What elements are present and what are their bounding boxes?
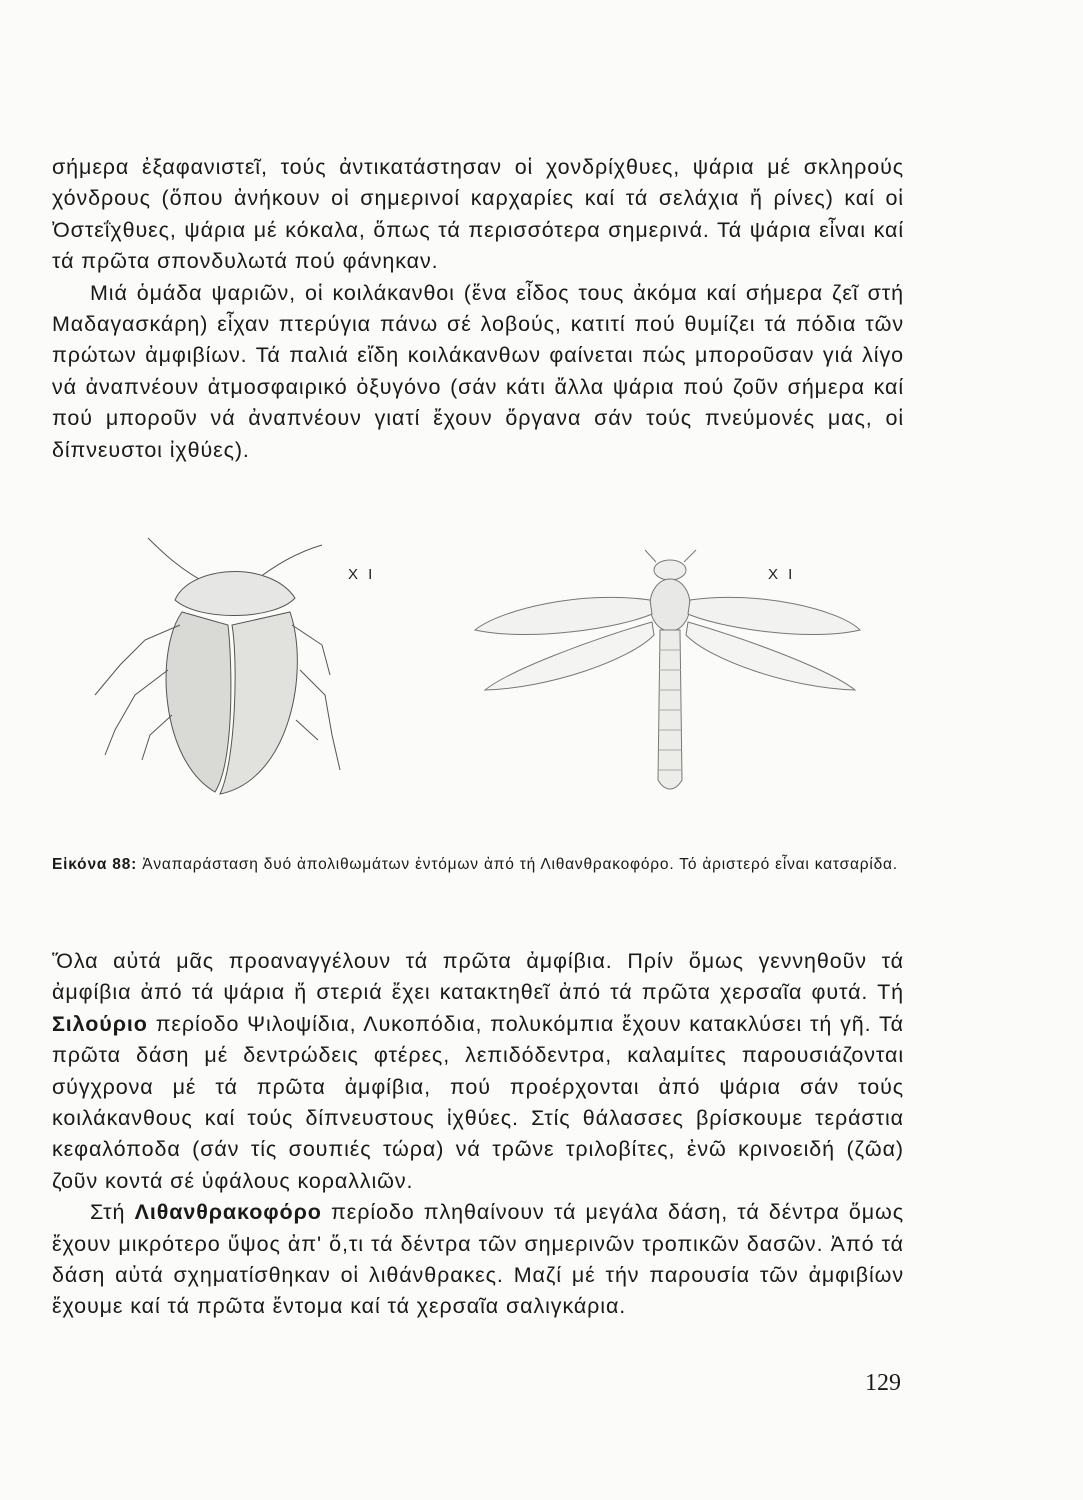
- paragraph-carboniferous-text-end: περίοδο πληθαίνουν τά μεγάλα δάση, τά δέντρα ὅμως ἔχουν μικρότερο ὕψος ἀπ' ὅ,τι τά δέντρα τῶν σημερινῶν τροπικῶν δασῶν. Ἀπό τά δάση αὐτά σχηματίσθηκαν οἱ λιθάνθρακες. Μαζί μέ τήν παρουσία τῶν ἀμφιβίων ἔχουμε καί τά πρῶτα ἔντομα καί τά χερσαῖα σαλιγκάρια.: [52, 1200, 904, 1319]
- page-number: 129: [865, 1370, 901, 1396]
- main-text: [52, 946, 904, 1323]
- paragraph-carboniferous-text-start: Στή: [90, 1200, 135, 1225]
- paragraph-amphibians: [52, 946, 904, 1197]
- insect-illustrations: [60, 530, 890, 830]
- intro-text: [52, 152, 904, 466]
- term-carboniferous: Λιθανθρακοφόρο: [134, 1200, 322, 1225]
- paragraph-amphibians-text-end: περίοδο Ψιλοψίδια, Λυκοπόδια, πολυκόμπια ἔχουν κατακλύσει τή γῆ. Τά πρῶτα δάση μέ δεντρώδεις φτέρες, λεπιδόδεντρα, καλαμίτες παρουσιάζονται σύγχρονα μέ τά πρῶτα ἀμφίβια, πού προέρχονται ἀπό ψάρια σάν τούς κοιλάκανθους καί τούς δίπνευστους ἰχθύες. Στίς θάλασσες βρίσκουμε τεράστια κεφαλόποδα (σάν τίς σουπιές τώρα) νά τρῶνε τριλοβίτες, ἐνῶ κρινοειδή (ζῶα) ζοῦν κοντά σέ ὑφάλους κοραλλιῶν.: [52, 1011, 904, 1193]
- caption-label: Εἰκόνα 88:: [52, 856, 138, 873]
- term-silurian: Σιλούριο: [52, 1011, 148, 1036]
- figure-fossil-insects: [60, 530, 890, 830]
- cockroach-illustration: [95, 538, 340, 794]
- paragraph-coelacanths: Μιά ὁμάδα ψαριῶν, οἱ κοιλάκανθοι (ἕνα εἶδος τους ἀκόμα καί σήμερα ζεῖ στή Μαδαγασκάρη) εἶχαν πτερύγια πάνω σέ λοβούς, κατιτί πού θυμίζει τά πόδια τῶν πρώτων ἀμφιβίων. Τά παλιά εἴδη κοιλάκανθων φαίνεται πώς μποροῦσαν γιά λίγο νά ἀναπνέουν ἀτμοσφαιρικό ὀξυγόνο (σάν κάτι ἄλλα ψάρια πού ζοῦν σήμερα καί πού μποροῦν νά ἀναπνέουν γιατί ἔχουν ὄργανα σάν τούς πνεύμονές μας, οἱ δίπνευστοι ἰχθύες).: [52, 280, 904, 462]
- caption-text: Ἀναπαράσταση δυό ἀπολιθωμάτων ἐντόμων ἀπό τή Λιθανθρακοφόρο. Τό ἀριστερό εἶναι κατσαρίδα.: [137, 856, 898, 873]
- scale-label-left: X I: [348, 566, 376, 583]
- paragraph-carboniferous: [52, 1197, 904, 1323]
- dragonfly-illustration: [475, 550, 860, 789]
- figure-caption: [52, 855, 904, 875]
- scale-label-right: X I: [768, 566, 796, 583]
- paragraph-fish-classes: σήμερα ἐξαφανιστεῖ, τούς ἀντικατάστησαν οἱ χονδρίχθυες, ψάρια μέ σκληρούς χόνδρους (ὅπου ἀνήκουν οἱ σημερινοί καρχαρίες καί τά σελάχια ἤ ρίνες) καί οἱ Ὀστεΐχθυες, ψάρια μέ κόκαλα, ὅπως τά περισσότερα σημερινά. Τά ψάρια εἶναι καί τά πρῶτα σπονδυλωτά πού φάνηκαν.: [52, 155, 904, 274]
- paragraph-amphibians-text-start: Ὅλα αὐτά μᾶς προαναγγέλουν τά πρῶτα ἀμφίβια. Πρίν ὅμως γεννηθοῦν τά ἀμφίβια ἀπό τά ψάρια ἤ στεριά ἔχει κατακτηθεῖ ἀπό τά πρῶτα χερσαῖα φυτά. Τή: [52, 949, 904, 1005]
